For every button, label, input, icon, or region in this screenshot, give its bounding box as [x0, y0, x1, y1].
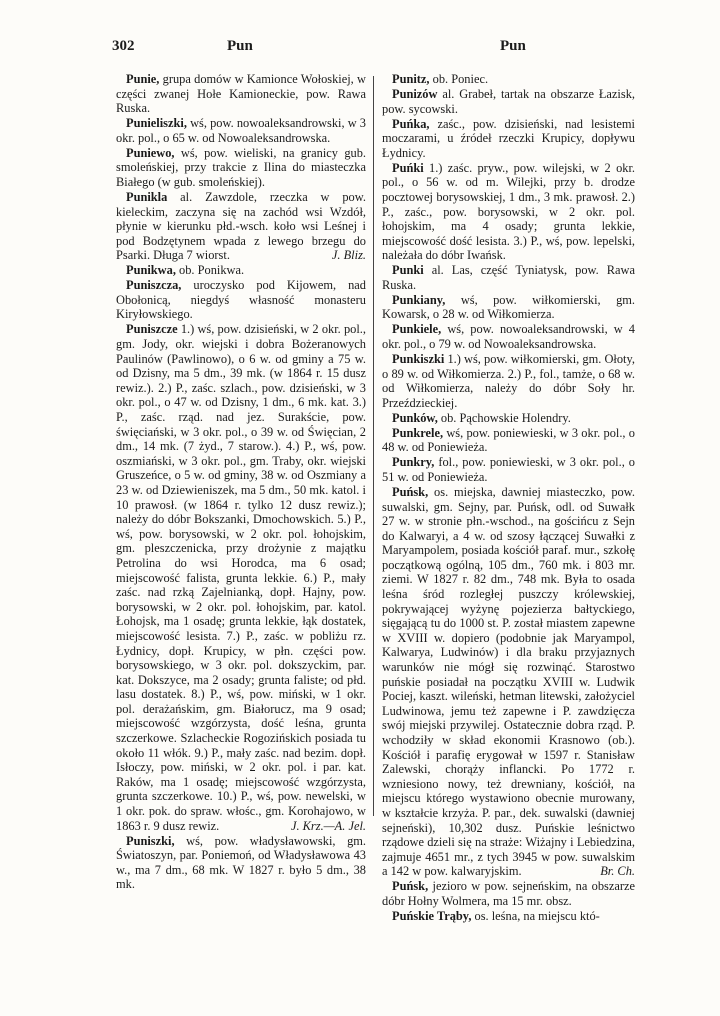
entry-headword: Punki	[392, 263, 424, 278]
dictionary-entry	[116, 263, 366, 278]
entry-text: wś, pow. władysławowski, gm. Światoszyn, par. Poniemoń, od Władysławowa 43 w., ma 7 dm., 68 mk. W 1827 r. było 5 dm., 38 mk.	[116, 833, 366, 892]
dictionary-entry	[382, 485, 635, 879]
entry-author-signature: Br. Ch.	[600, 864, 635, 879]
entry-headword: Punkrele,	[392, 425, 444, 440]
dictionary-entry	[382, 263, 635, 292]
entry-text: wś, pow. nowoaleksandrowski, w 4 okr. pol., o 79 w. od Nowoaleksandrowska.	[382, 322, 635, 352]
entry-headword: Punie,	[126, 72, 160, 86]
dictionary-entry	[382, 352, 635, 410]
entry-text: zaśc., pow. dzisieński, nad lesistemi moczarami, u źródeł rzeczki Krupicy, dopływu Łydnicy.	[382, 116, 635, 160]
entry-text: al. Grabeł, tartak na obszarze Łazisk, pow. sycowski.	[382, 86, 635, 116]
entry-author-signature: J. Bliz.	[331, 248, 366, 263]
page-header	[112, 38, 640, 58]
entry-text: grupa domów w Kamionce Wołoskiej, w części zwanej Hołe Kamioneckie, pow. Rawa Ruska.	[116, 72, 366, 116]
entry-text: wś, pow. wiłkomierski, gm. Kowarsk, o 28 w. od Wiłkomierza.	[382, 292, 635, 322]
entry-text: jezioro w pow. sejneńskim, na obszarze dóbr Hołny Wolmera, ma 15 mr. obsz.	[382, 879, 635, 908]
dictionary-entry	[116, 146, 366, 190]
entry-headword: Puniszcza,	[126, 278, 182, 293]
entry-text: ob. Pąchowskie Holendry.	[437, 410, 571, 425]
entry-text: 1.) wś, pow. wiłkomierski, gm. Ołoty, o 89 w. od Wiłkomierza. 2.) P., fol., tamże, o 68 w. od Wiłkomierza, należy do dóbr Soły hr. Przeździeckiej.	[382, 352, 635, 410]
dictionary-entry	[116, 322, 366, 833]
entry-text: wś, pow. nowoaleksandrowski, w 3 okr. pol., o 65 w. od Nowoaleksandrowska.	[116, 116, 366, 145]
dictionary-entry	[382, 161, 635, 263]
entry-headword: Punkiszki	[392, 352, 445, 367]
dictionary-entry	[382, 322, 635, 351]
page-number: 302	[112, 38, 135, 54]
entry-text: uroczysko pod Kijowem, nad Obołonicą, niegdyś własność monasteru Kiryłowskiego.	[116, 278, 366, 322]
entry-text: 1.) wś, pow. dzisieński, w 2 okr. pol., gm. Jody, okr. wiejski i dobra Bożeranowych Paulinów (Pawlinowo), o 6 w. od gminy a 75 w. od Dzisny, ma 5 dm., 39 mk. (w 1864 r. 15 dusz rewiz.). 2.) P., zaśc. szlach., pow. dzisieński, w 3 okr. pol., o 47 w. od Dzisny, 1 dm., 6 mk. kat. 3.) P., zaśc. rząd. nad jez. Surakście, pow. święciański, w 3 okr. pol., o 39 w. od Święcian, 2 dm., 14 mk. (7 żyd., 7 starow.). 4.) P., wś, pow. oszmiański, w 3 okr. pol., gm. Traby, okr. wiejski Gruszeńce, o 5 w. od gminy, 38 w. od Oszmiany a 23 w. od Dziewieniszek, ma 5 dm., 50 mk. katol. i 10 prawosł. (w 1864 r. tylko 12 dusz rewiz.); należy do dóbr Bokszanki, Dmochowskich. 5.) P., wś, pow. borysowski, w 2 okr. pol. łohojskim, gm. pleszczenicka, przy drożynie z majątku Petrolina do wsi Horodca, ma 6 osad; miejscowość falista, grunta lekkie. 6.) P., mały zaśc. nad rzką Zajelnianką, dopł. Hajny, pow. borysowski, w 2 okr. pol. łohojskim, par. katol. Łohojsk, ma 1 osadę; grunta lekkie, łąk dostatek, miejscowość lesista. 7.) P., zaśc. w pobliżu rz. Łydnicy, dopł. Krupicy, w płn. części pow. borysowskiego, w 3 okr. pol. dokszyckim, par. kat. Dokszyce, ma 2 osady; grunta faliste; od płd. lasu dostatek. 8.) P., wś, pow. miński, w 1 okr. pol. derażańskim, gm. Białorucz, ma 9 osad; miejscowość wzgórzysta, dość leśna, grunta szczerkowe. Szlacheckie Rogozińskich posiada tu około 11 włók. 9.) P., mały zaśc. nad bezim. dopł. Isłoczy, pow. miński, w 2 okr. pol. i par. kat. Raków, ma 1 osadę; miejscowość wzgórzysta, grunta szczerkowe. 10.) P., wś, pow. newelski, w 1 okr. pok. do spraw. włośc., gm. Korohajowo, w 1863 r. 9 dusz rewiz.	[116, 322, 366, 833]
right-column	[382, 72, 635, 924]
dictionary-entry	[382, 87, 635, 116]
entry-text: os. miejska, dawniej miasteczko, pow. suwalski, gm. Sejny, par. Puńsk, odl. od Suwałk 27 w. w stronie płn.-wschod., na gościńcu z Sejn do Kalwaryi, a 4 w. od szosy łączącej Suwałki z Maryampolem, posiada kościół paraf. mur., szkołę początkową ogólną, 105 dm., 760 mk. i 803 mr. ziemi. W 1827 r. 82 dm., 748 mk. Była to osada leśna śród rozległej puszczy królewskiej, pokrywającej wyżynę pojezierza bałtyckiego, sięgającą tu do 1000 st. P. został miastem zapewne w XVIII w. dopiero (podobnie jak Maryampol, Kalwarya, Ludwinów) i dla braku przyjaznych warunków nie mógł się rozwinąć. Starostwo puńskie posiadał na początku XVIII w. Ludwik Pociej, kaszt. wileński, hetman litewski, założyciel Ludwinowa, jemu też zapewne i P. zawdzięcza swój miejski przywilej. Ostatecznie dobra rząd. P. wchodziły w skład ekonomii Krasnowo (ob.). Kościół i parafię erygował w 1597 r. Stanisław Zalewski, chorąży inflancki. Po 1772 r. wzniesiono nowy, też drewniany, kościół, na miejscu którego wystawiono obecnie murowany, w kształcie krzyża. P. par., dek. suwalski (dawniej sejneński), 10,302 dusz. Puńskie leśnictwo rządowe dzieli się na straże: Wiżajny i Lebiedzina, zajmuje 4651 mr., z tych 3945 w pow. suwalskim a 142 w pow. kalwaryjskim.	[382, 484, 635, 879]
entry-text: al. Zawzdole, rzeczka w pow. kieleckim, zaczyna się na zachód wsi Wzdół, płynie w kierunku płd.-wsch. koło wsi Leśnej i pod Bodzętynem wpada z lewego brzegu do Psarki. Długa 7 wiorst.	[116, 189, 366, 263]
entry-headword: Punikla	[126, 189, 168, 204]
entry-headword: Puńskie Trąby,	[392, 908, 472, 923]
entry-headword: Punizów	[392, 86, 438, 101]
dictionary-entry	[116, 72, 366, 116]
entry-headword: Punkiele,	[392, 322, 442, 337]
dictionary-entry	[116, 190, 366, 263]
entry-headword: Puniszki,	[126, 833, 175, 848]
entry-headword: Punieliszki,	[126, 116, 187, 131]
dictionary-entry	[382, 72, 635, 87]
entry-author-signature: J. Krz.—A. Jel.	[290, 818, 366, 833]
entry-text: al. Las, część Tyniatysk, pow. Rawa Ruska.	[382, 263, 635, 292]
entry-headword: Puńki	[392, 160, 424, 175]
entry-headword: Puńka,	[392, 116, 430, 131]
entry-headword: Puńsk,	[392, 484, 429, 499]
entry-headword: Punkry,	[392, 455, 435, 470]
dictionary-entry	[116, 278, 366, 322]
column-divider	[373, 76, 374, 816]
running-head-right: Pun	[500, 38, 526, 54]
dictionary-entry	[382, 426, 635, 455]
entry-headword: Punkiany,	[392, 292, 446, 307]
entry-headword: Puniszcze	[126, 322, 178, 337]
entry-text: 1.) zaśc. pryw., pow. wilejski, w 2 okr. pol., o 56 w. od m. Wilejki, przy b. drodze pocztowej borysowskiej, 1 dm., 3 mk. prawosł. 2.) P., zaśc., pow. borysowski, w 2 okr. pol. łohojskim, ma 4 osady; grunta lekkie, miejscowość dość lesista. 3.) P., wś, pow. lepelski, należała do dóbr Iwańsk.	[382, 160, 635, 263]
left-column	[116, 72, 366, 892]
entry-text: ob. Poniec.	[429, 72, 489, 86]
dictionary-entry	[382, 879, 635, 908]
entry-headword: Punikwa,	[126, 263, 176, 278]
entry-text: wś, pow. wieliski, na granicy gub. smoleńskiej, przy trakcie z Ilina do miasteczka Białego (w gub. smoleńskiej).	[116, 145, 366, 189]
entry-headword: Puńsk,	[392, 879, 429, 894]
entry-headword: Punków,	[392, 410, 438, 425]
dictionary-entry	[116, 116, 366, 145]
dictionary-entry	[382, 455, 635, 484]
entry-headword: Puniewo,	[126, 145, 175, 160]
dictionary-entry	[382, 117, 635, 161]
entry-text: fol., pow. poniewieski, w 3 okr. pol., o 51 w. od Poniewieża.	[382, 455, 635, 484]
entry-text: ob. Ponikwa.	[175, 263, 245, 278]
dictionary-entry	[382, 293, 635, 322]
running-head-left: Pun	[227, 38, 253, 54]
entry-text: wś, pow. poniewieski, w 3 okr. pol., o 48 w. od Poniewieża.	[382, 425, 635, 455]
entry-headword: Punitz,	[392, 72, 430, 86]
entry-text: os. leśna, na miejscu któ-	[471, 908, 600, 923]
dictionary-entry	[382, 909, 635, 924]
dictionary-entry	[382, 411, 635, 426]
dictionary-entry	[116, 834, 366, 892]
